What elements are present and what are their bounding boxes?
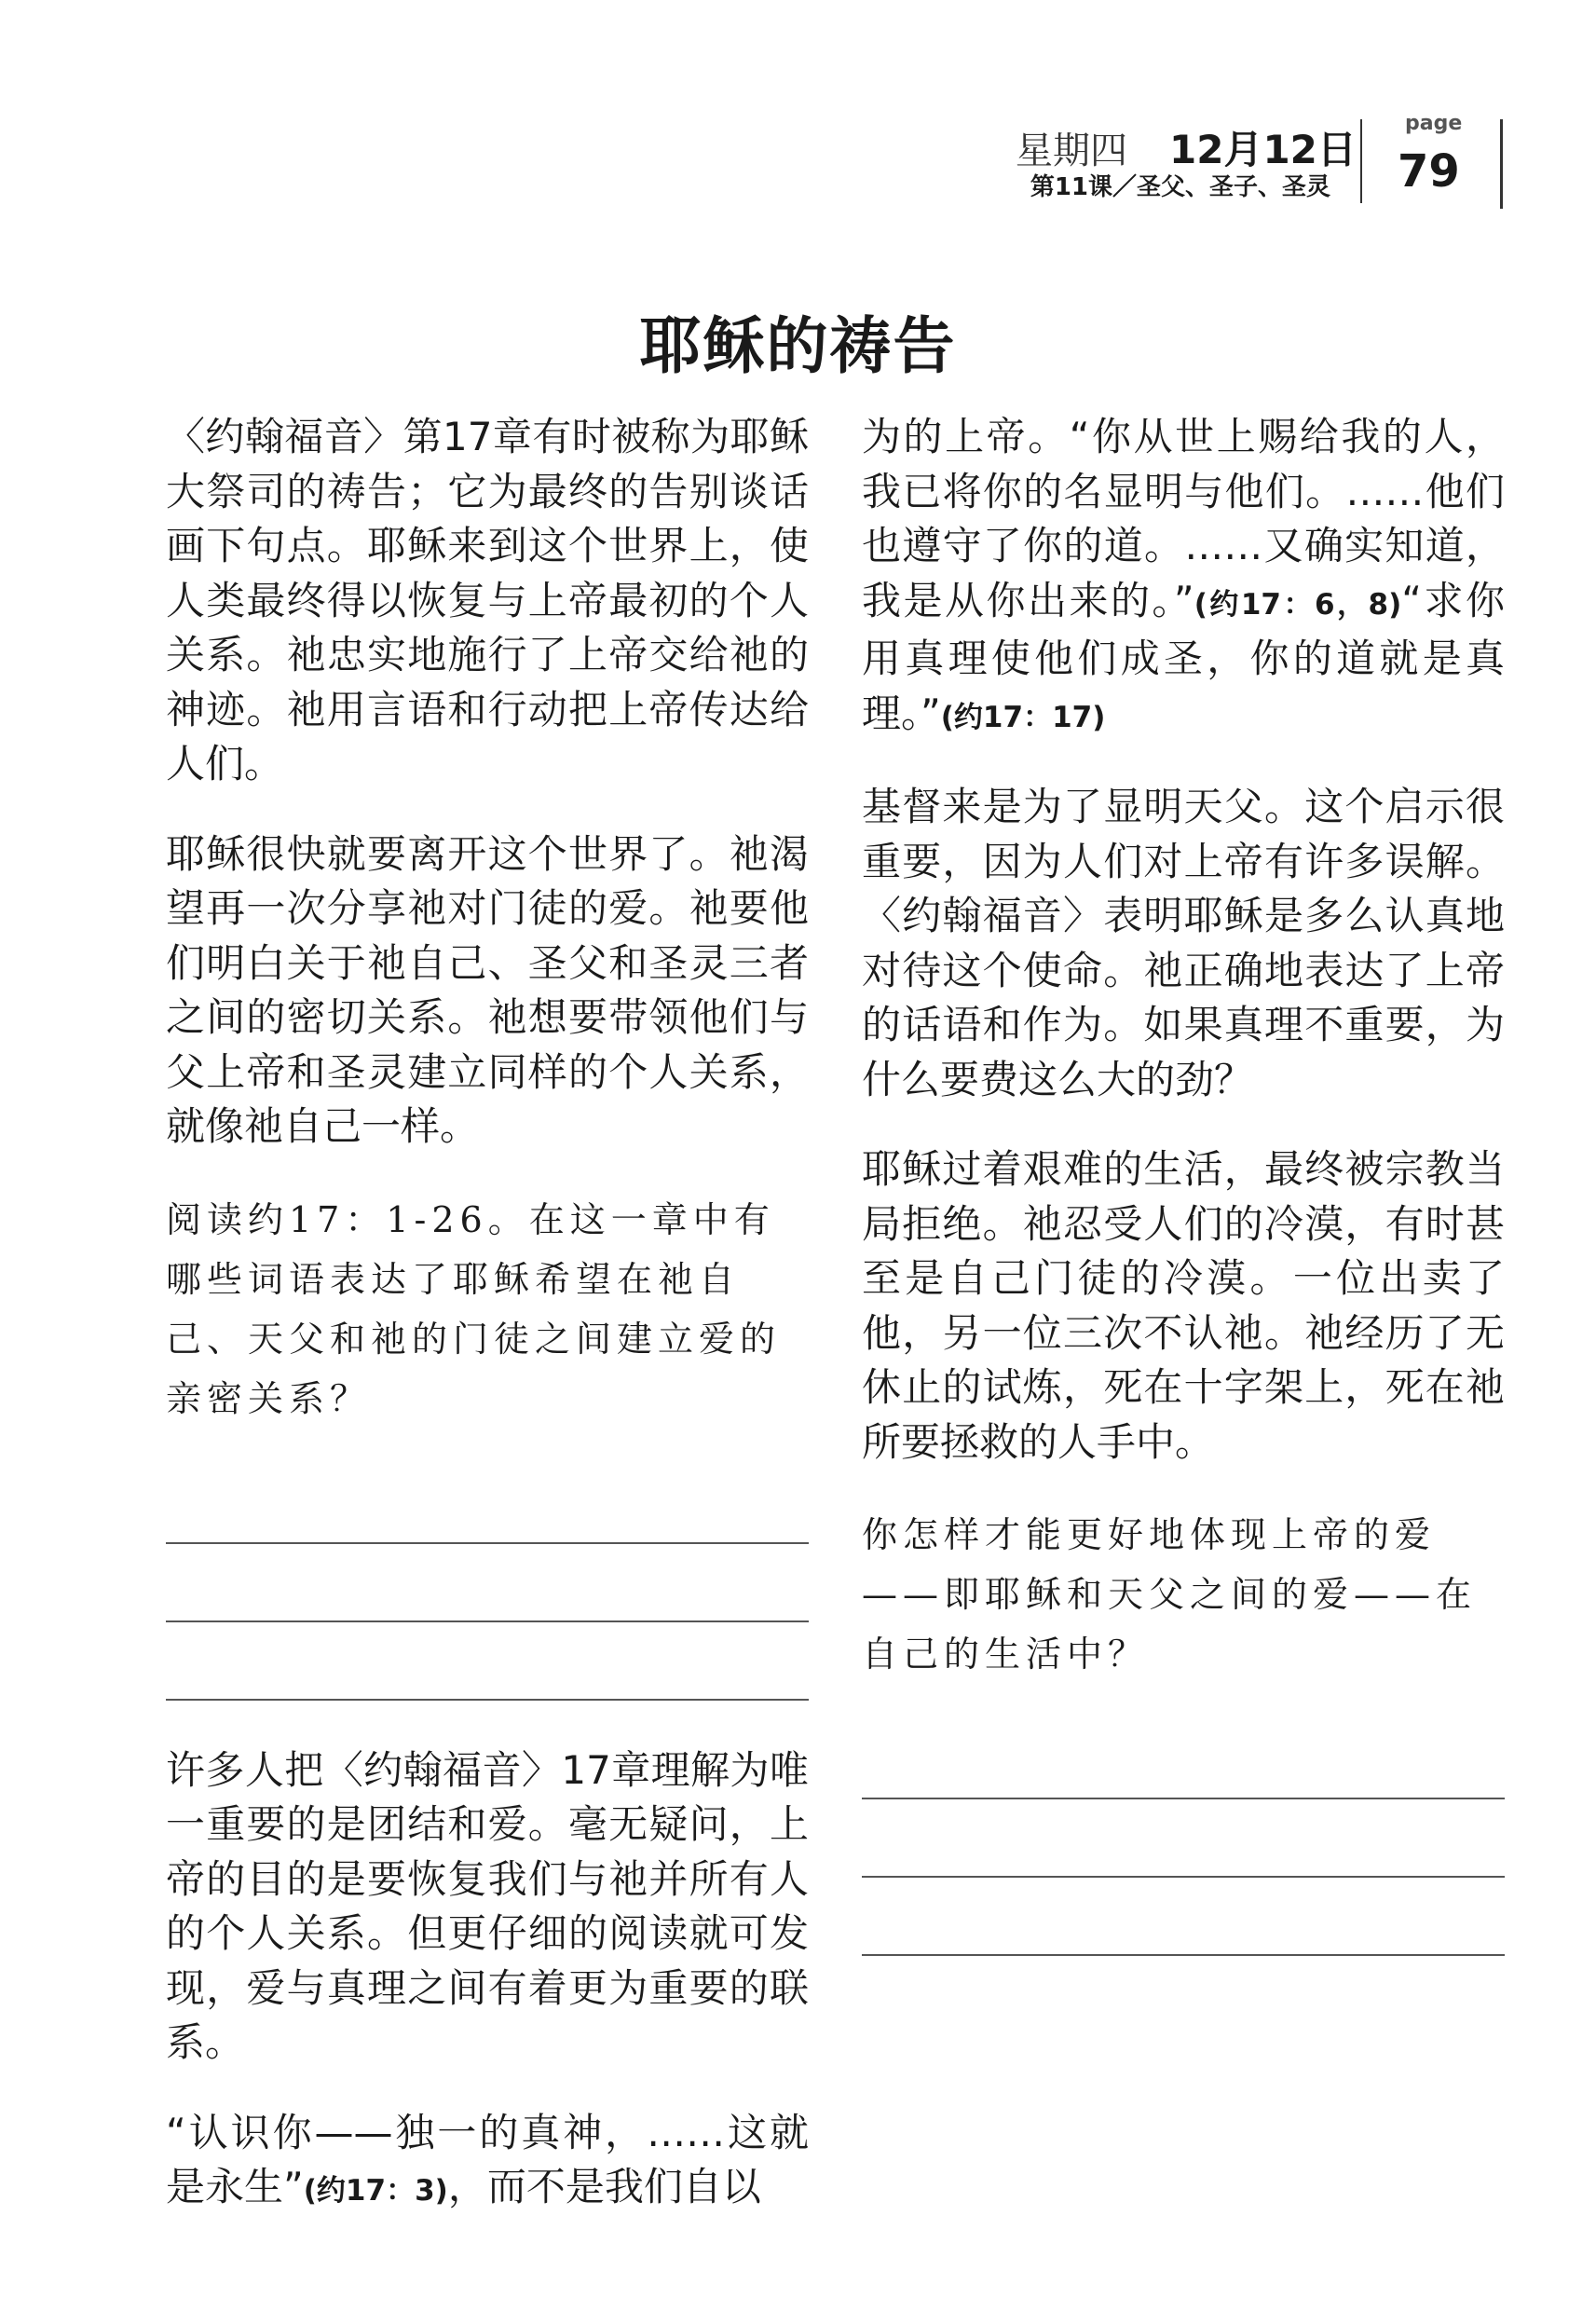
page-title: 耶稣的祷告 bbox=[639, 310, 957, 382]
left-paragraph-1: 〈约翰福音〉第17章有时被称为耶稣大祭司的祷告；它为最终的告别谈话画下句点。耶稣来到这个世界上，使人类最终得以恢复与上帝最初的个人关系。祂忠实地施行了上帝交给祂的神迹。祂用言语和行动把上帝传达给人们。 bbox=[166, 414, 809, 786]
quote-text: “认识你——独一的真神，……这就是永生” bbox=[166, 2109, 809, 2209]
header-lesson: 第11课／圣父、圣子、圣灵 bbox=[1030, 173, 1330, 201]
page-label: page bbox=[1405, 112, 1463, 135]
answer-line[interactable] bbox=[862, 1799, 1505, 1878]
right-paragraph-2: 基督来是为了显明天父。这个启示很重要，因为人们对上帝有许多误解。〈约翰福音〉表明耶稣是多么认真地对待这个使命。祂正确地表达了上帝的话语和作为。如果真理不重要，为什么要费这么大的劲？ bbox=[862, 784, 1505, 1102]
left-paragraph-3: 许多人把〈约翰福音〉17章理解为唯一重要的是团结和爱。毫无疑问，上帝的目的是要恢复我们与祂并所有人的个人关系。但更仔细的阅读就可发现，爱与真理之间有着更为重要的联系。 bbox=[166, 1746, 809, 2065]
header-date: 12月12日 bbox=[1169, 127, 1357, 172]
scripture-reference: (约17：6，8) bbox=[1194, 587, 1402, 622]
right-paragraph-1 bbox=[862, 410, 1505, 745]
scripture-reference: (约17：17) bbox=[940, 700, 1106, 734]
right-column bbox=[862, 410, 1505, 1999]
quote-text: 为的上帝。“你从世上赐给我的人，我已将你的名显明与他们。……他们也遵守了你的道。……又确实知道，我是从你出来的。” bbox=[862, 414, 1505, 623]
answer-line[interactable] bbox=[166, 1622, 809, 1701]
right-paragraph-3: 耶稣过着艰难的生活，最终被宗教当局拒绝。祂忍受人们的冷漠，有时甚至是自己门徒的冷漠。一位出卖了他，另一位三次不认祂。祂经历了无休止的试炼，死在十字架上，死在祂所要拯救的人手中。 bbox=[862, 1146, 1505, 1465]
page-number: 79 bbox=[1398, 145, 1460, 198]
reflection-question: 你怎样才能更好地体现上帝的爱——即耶稣和天父之间的爱——在自己的生活中？ bbox=[862, 1514, 1478, 1675]
continuation-text: ，而不是我们自以 bbox=[447, 2164, 761, 2209]
answer-lines-left bbox=[166, 1466, 809, 1701]
left-column bbox=[166, 410, 809, 2254]
page-header bbox=[0, 110, 1596, 212]
header-weekday: 星期四 bbox=[1016, 130, 1127, 172]
answer-line[interactable] bbox=[862, 1721, 1505, 1799]
answer-line[interactable] bbox=[166, 1544, 809, 1622]
header-edge-rule bbox=[1500, 119, 1503, 209]
answer-line[interactable] bbox=[166, 1466, 809, 1544]
header-divider bbox=[1360, 119, 1362, 203]
left-paragraph-2: 耶稣很快就要离开这个世界了。祂渴望再一次分享祂对门徒的爱。祂要他们明白关于祂自己、圣父和圣灵三者之间的密切关系。祂想要带领他们与父上帝和圣灵建立同样的个人关系，就像祂自己一样。 bbox=[166, 830, 809, 1149]
left-paragraph-4 bbox=[166, 2106, 809, 2219]
scripture-reference: (约17：3) bbox=[303, 2174, 448, 2208]
quote-text: “求你用真理使他们成圣，你的道就是真理。” bbox=[862, 577, 1505, 736]
answer-lines-right bbox=[862, 1721, 1505, 1956]
answer-line[interactable] bbox=[862, 1878, 1505, 1956]
reading-question: 阅读约17：1-26。在这一章中有哪些词语表达了耶稣希望在祂自己、天父和祂的门徒之间建立爱的亲密关系？ bbox=[166, 1198, 782, 1419]
